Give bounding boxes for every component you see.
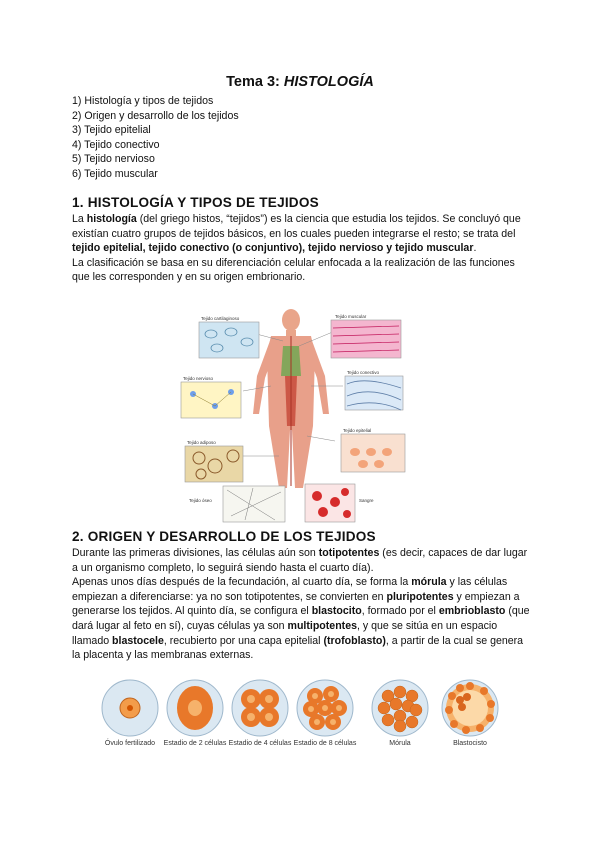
title-prefix: Tema 3: [226, 74, 284, 90]
embryo-stages-figure [100, 678, 520, 760]
stage-caption: Estadio de 8 células [293, 740, 357, 747]
toc-item: 6) Tejido muscular [72, 167, 158, 180]
stage-caption: Óvulo fertilizado [104, 740, 156, 747]
label-cartilaginous: Tejido cartilaginoso [201, 316, 240, 321]
stage-caption: Estadio de 4 células [228, 740, 292, 747]
toc-item: 3) Tejido epitelial [72, 124, 151, 137]
toc-item: 2) Origen y desarrollo de los tejidos [72, 109, 239, 122]
stage-caption: Estadio de 2 células [163, 740, 227, 747]
section1-heading: 1. HISTOLOGÍA Y TIPOS DE TEJIDOS [72, 195, 319, 210]
label-nervous: Tejido nervioso [183, 376, 214, 381]
stage-caption: Mórula [389, 740, 411, 747]
section2-paragraph-1: Durante las primeras divisiones, las células aún son totipotentes (es decir, capaces de dar lugar a un organismo completo, lo seguirá siendo hasta el cuarto día). [72, 547, 528, 574]
toc-item: 5) Tejido nervioso [72, 153, 155, 166]
title-italic: HISTOLOGÍA [283, 74, 374, 90]
stage-morula [370, 678, 430, 747]
stage-blastocyst [440, 678, 500, 747]
toc-item: 4) Tejido conectivo [72, 138, 160, 151]
stage-8-cells [293, 678, 357, 747]
section1-paragraph-1: La histología (del griego histos, “tejidos”) es la ciencia que estudia los tejidos. Se concluyó que existían cuatro grupos de tejidos básicos, en los cuales pueden integrarse el resto; se trata del tejido epitelial, tejido conectivo (o conjuntivo), tejido nervioso y tejido muscular. [72, 213, 521, 255]
stage-4-cells [228, 678, 292, 747]
label-epithelial: Tejido epitelial [343, 428, 372, 433]
toc-item: 1) Histología y tipos de tejidos [72, 95, 214, 107]
tissue-types-figure [175, 306, 415, 524]
table-of-contents [72, 94, 239, 182]
page-title [0, 74, 600, 90]
section2-heading: 2. ORIGEN Y DESARROLLO DE LOS TEJIDOS [72, 529, 376, 544]
stage-fertilized-ovum [100, 678, 160, 747]
stage-caption: Blastocisto [453, 740, 487, 747]
section1-paragraph-2: La clasificación se basa en su diferenciación celular enfocada a la realización de las funciones que les corresponden y en su origen embrionario. [72, 256, 515, 284]
human-body-illustration [175, 306, 415, 524]
section1-body [72, 212, 534, 285]
stage-2-cells [163, 678, 227, 747]
label-muscular: Tejido muscular [335, 314, 367, 319]
label-connective: Tejido conectivo [347, 370, 380, 375]
label-bone: Tejido óseo [189, 498, 212, 503]
section2-paragraph-2: Apenas unos días después de la fecundación, al cuarto día, se forma la mórula y las células empiezan a diferenciarse: ya no son totipotentes, se convierten en pluripotentes y empiezan a generarse los tejidos. Al quinto día, se configura el blastocito, formado por el embrioblasto (que dará lugar al feto en sí), cuyas células ya son multipotentes, y que se sitúa en un espacio llamado blastocele, recubierto por una capa epitelial (trofoblasto), a partir de la cual se genera la placenta y las membranas externas. [72, 576, 530, 662]
label-adipose: Tejido adiposo [187, 440, 216, 445]
label-blood: Sangre [359, 498, 374, 503]
section2-body [72, 546, 534, 663]
